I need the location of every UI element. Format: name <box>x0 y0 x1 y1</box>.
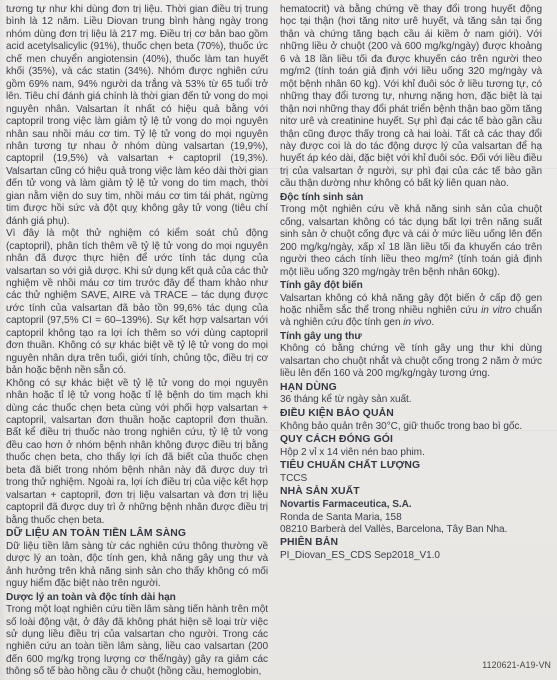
mutagenicity-paragraph: Valsartan không có khả năng gây đột biến ở cấp độ gen hoặc nhiễm sắc thể trong nhiều nghiên cứu in vitro chuẩn và nghiên cứu độc tính gen in vivo. <box>280 292 542 329</box>
manufacturer-address-line2: 08210 Barberà del Vallès, Barcelona, Tây Ban Nha. <box>280 523 508 535</box>
right-column <box>280 4 542 563</box>
reproductive-toxicity-heading: Độc tính sinh sản <box>280 191 364 203</box>
shelf-life-heading: HẠN DÙNG <box>280 381 337 393</box>
mutagenicity-heading: Tính gây đột biến <box>280 280 363 292</box>
renal-effects-paragraph: hematocrit) và bằng chứng về thay đổi trong huyết động học tại thận (hơi tăng nitơ urê huyết, và tăng sản tại ống thận và chứng tăng bạch cầu ái kiềm ở nam giới). Với những liều ở chuột (200 và 600 mg/kg/ngày) được khoảng 6 và 18 lần liều tối đa được khuyến cáo trên người theo mg/m2 (tính toán giả định với liều uống 320 mg/ngày và một bệnh nhân 60 kg). Với khỉ đuôi sóc ở liều tương tự, có những thay đổi tương tự, nhưng nặng hơn, đặc biệt là tại thận nơi những thay đổi phát triển bệnh thận bao gồm tăng nitơ urê và creatinine huyết. Sự phì đại các tế bào gần cầu thận cũng được thấy trong cả hai loài. Tất cả các thay đổi này được coi là do tác động dược lý của valsartan để hạ huyết áp kéo dài, đặc biệt với khỉ đuôi sóc. Đối với liều điều trị của valsartan ở người, sự phì đại của các tế bào gần cầu thận dường như không có bất kỳ liên quan nào. <box>280 4 542 190</box>
quality-standard-heading: TIÊU CHUẨN CHẤT LƯỢNG <box>280 460 421 472</box>
long-term-toxicity-paragraph: Trong một loạt nghiên cứu tiền lâm sàng tiến hành trên một số loài động vật, ở đây đã không phát hiện sẽ loại trừ việc sử dụng liều điều trị của valsartan cho người. Trong các nghiên cứu an toàn tiền lâm sàng, liều cao valsartan (200 đến 600 mg/kg trọng lượng cơ thể/ngày) gây ra giảm các thông số tế bào hồng cầu ở chuột (hồng cầu, hemoglobin, <box>6 604 268 678</box>
left-column <box>6 4 268 679</box>
quality-standard-text: TCCS <box>280 472 308 484</box>
version-heading: PHIÊN BẢN <box>280 537 339 549</box>
document-code: 1120621-A19-VN <box>482 660 551 670</box>
long-term-toxicity-heading: Dược lý an toàn và độc tính dài hạn <box>6 591 176 603</box>
carcinogenicity-heading: Tính gây ung thư <box>280 330 362 342</box>
manufacturer-name: Novartis Farmaceutica, S.A. <box>280 499 412 511</box>
preclinical-summary-paragraph: Dữ liệu tiền lâm sàng từ các nghiên cứu thông thường về dược lý an toàn, độc tính gen, khả năng gây ung thư và ảnh hưởng trên khả năng sinh sản cho thấy không có mối nguy hiểm đặc biệt nào trên người. <box>6 540 268 590</box>
version-text: PI_Diovan_ES_CDS Sep2018_V1.0 <box>280 550 440 562</box>
manufacturer-address-line1: Ronda de Santa Maria, 158 <box>280 511 402 523</box>
beta-blocker-paragraph: Không có sự khác biệt về tỷ lệ tử vong do mọi nguyên nhân hoặc tỉ lệ tử vong hoặc tỉ lệ bệnh do tim mạch khi dùng các thuốc chẹn beta cùng với phối hợp valsartan + captopril, valsartan đơn thuần hoặc captopril đơn thuần. Bất kể điều trị thuốc nào trong nghiên cứu, tỷ lệ tử vong đều cao hơn ở nhóm bệnh nhân không được điều trị bằng thuốc chẹn beta, cho thấy lợi ích đã biết của thuốc chẹn beta đã biết trong nhóm bệnh nhân này đã được duy trì trong thử nghiệm. Ngoài ra, lợi ích điều trị của việc kết hợp valsartan + captopril, đơn trị liệu valsartan và đơn trị liệu captopril đã được duy trì ở những bệnh nhân được điều trị bằng thuốc chẹn beta. <box>6 377 268 526</box>
packaging-heading: QUY CÁCH ĐÓNG GÓI <box>280 434 393 446</box>
reproductive-toxicity-paragraph: Trong một nghiên cứu về khả năng sinh sản của chuột cống, valsartan không có tác dụng bất lợi trên năng suất sinh sản ở chuột cống đực và cái ở mức liều uống lên đến 200 mg/kg/ngày, xấp xỉ 18 lần liều tối đa khuyến cáo trên người theo cách tính liều theo mg/m² (tính toán giả định một liều uống 320 mg/ngày trên bệnh nhân 60kg). <box>280 204 542 278</box>
storage-heading: ĐIỀU KIỆN BẢO QUẢN <box>280 407 394 419</box>
storage-text: Không bảo quản trên 30°C, giữ thuốc trong bao bì gốc. <box>280 420 523 432</box>
carcinogenicity-paragraph: Không có bằng chứng về tính gây ung thư khi dùng valsartan cho chuột nhắt và chuột cống trong 2 năm ở mức liều lên đến 160 và 200 mg/kg/ngày tương ứng. <box>280 343 542 380</box>
mortality-results-paragraph: tương tự như khi dùng đơn trị liệu. Thời gian điều trị trung bình là 12 năm. Liều Diovan trung bình hàng ngày trong nhóm dùng đơn trị liệu là 217 mg. Điều trị cơ bản bao gồm acid acetylsalicylic (91%), thuốc chẹn beta (70%), thuốc ức chế men chuyển angiotensin (40%), thuốc làm tan huyết khối (35%), và các statin (34%). Nhóm được nghiên cứu gồm 69% nam, 94% người da trắng và 53% từ 65 tuổi trở lên. Tiêu chí đánh giá chính là thời gian đến tử vong do mọi nguyên nhân. Valsartan ít nhất có hiệu quả bằng với captopril trong việc làm giảm tỷ lệ tử vong do mọi nguyên nhân sau nhồi máu cơ tim. Tỷ lệ tử vong do mọi nguyên nhân tương tự nhau ở nhóm dùng valsartan (19,9%), captopril (19,5%) và valsartan + captopril (19,3%). Valsartan cũng có hiệu quả trong việc làm kéo dài thời gian đến tử vong và làm giảm tỷ lệ tử vong do tim mạch, thời gian nằm viện do suy tim, nhồi máu cơ tim tái phát, ngừng tim được hồi sức và đột quỵ không gây tử vong (tiêu chí đánh giá phụ). <box>6 4 268 227</box>
manufacturer-heading: NHÀ SẢN XUẤT <box>280 486 360 498</box>
shelf-life-text: 36 tháng kể từ ngày sản xuất. <box>280 394 412 406</box>
preclinical-safety-heading: DỮ LIỆU AN TOÀN TIỀN LÂM SÀNG <box>6 528 187 540</box>
packaging-text: Hộp 2 vỉ x 14 viên nén bao phim. <box>280 446 425 458</box>
captopril-analysis-paragraph: Vì đây là một thử nghiệm có kiểm soát chủ động (captopril), phân tích thêm về tỷ lệ tử vong do mọi nguyên nhân đã được thực hiện để ước tính tác dụng của valsartan so với giả dược. Khi sử dụng kết quả của các thử nghiệm về nhồi máu cơ tim trước đây để tham khảo như các thử nghiệm SAVE, AIRE và TRACE – tác dụng được ước tính của valsartan đã bảo tồn 99,6% tác dụng của captopril (97,5% CI = 60–139%). Sự kết hợp valsartan với captopril không tạo ra lợi ích thêm so với dùng captopril đơn thuần. Không có sự khác biệt về tỷ lệ tử vong do mọi nguyên nhân dựa trên tuổi, giới tính, chủng tộc, điều trị cơ bản hoặc bệnh nền sẵn có. <box>6 228 268 377</box>
